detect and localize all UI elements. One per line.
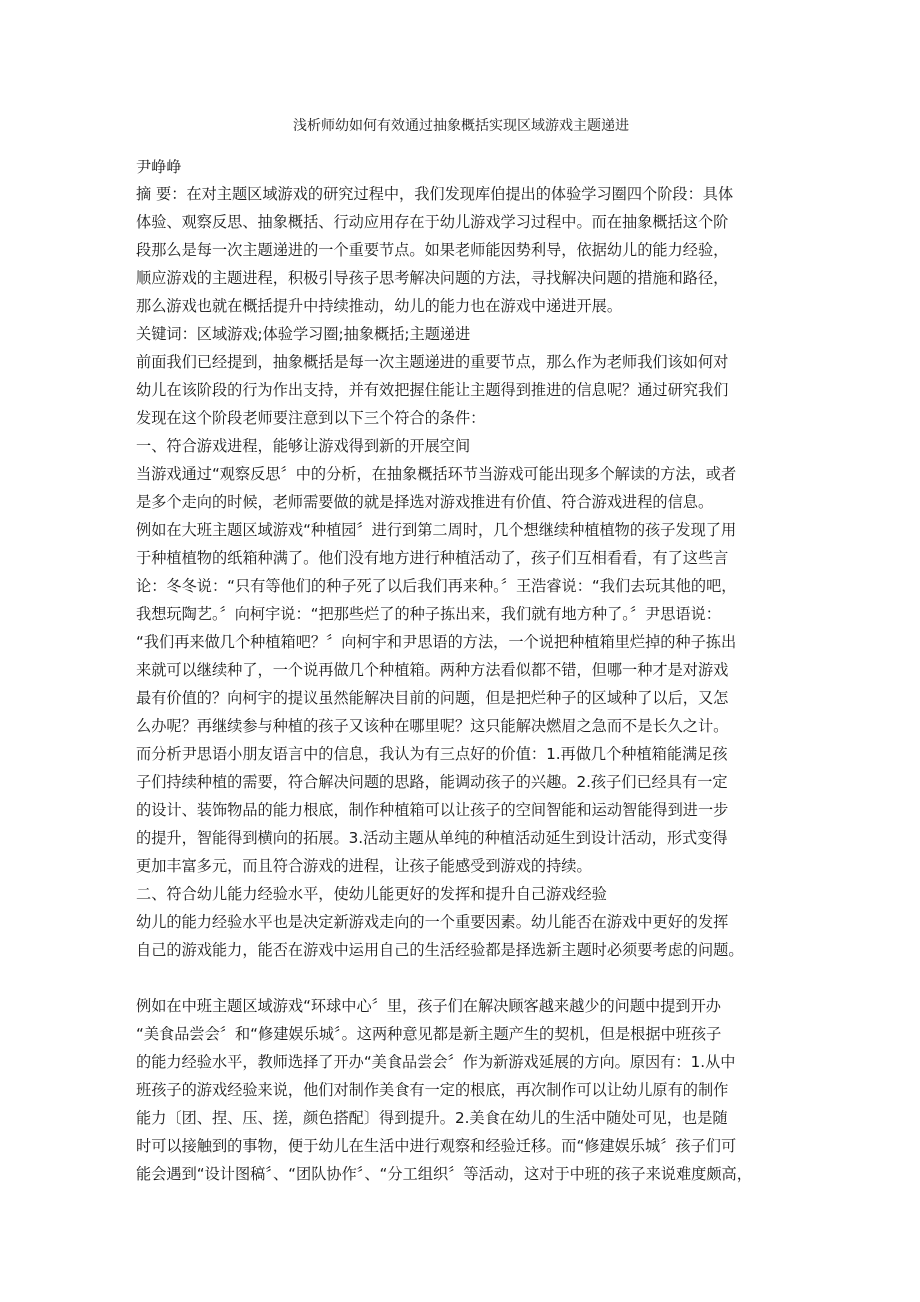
section1-line-14: 的提升，智能得到横向的拓展。3.活动主题从单纯的种植活动延生到设计活动，形式变得 [136, 829, 728, 847]
section-heading-1: 一、符合游戏进程，能够让游戏得到新的开展空间 [136, 437, 471, 455]
section2-line-3: 例如在中班主题区域游戏“环球中心〞里，孩子们在解决顾客越来越少的问题中提到开办 [136, 997, 721, 1015]
abstract-line-3: 段那么是每一次主题递进的一个重要节点。如果老师能因势利导，依据幼儿的能力经验， [136, 241, 729, 259]
section1-line-7: “我们再来做几个种植箱吧？〞向柯宇和尹思语的方法，一个说把种植箱里烂掉的种子拣出 [136, 633, 737, 651]
abstract-line-1: 摘 要：在对主题区域游戏的研究过程中，我们发现库伯提出的体验学习圈四个阶段：具体 [136, 185, 734, 203]
section2-line-6: 班孩子的游戏经验来说，他们对制作美食有一定的根底，再次制作可以让幼儿原有的制作 [136, 1081, 729, 1099]
section-heading-2: 二、符合幼儿能力经验水平，使幼儿能更好的发挥和提升自己游戏经验 [136, 885, 607, 903]
section2-line-9: 能会遇到“设计图稿〞、“团队协作〞、“分工组织〞等活动，这对于中班的孩子来说难度颇高， [136, 1165, 752, 1183]
section1-line-1: 当游戏通过“观察反思〞中的分析，在抽象概括环节当游戏可能出现多个解读的方法，或者 [136, 465, 737, 483]
intro-line-1: 前面我们已经提到，抽象概括是每一次主题递进的重要节点，那么作为老师我们该如何对 [136, 353, 729, 371]
intro-line-2: 幼儿在该阶段的行为作出支持，并有效把握住能让主题得到推进的信息呢？通过研究我们 [136, 381, 729, 399]
section2-line-8: 时可以接触到的事物，便于幼儿在生活中进行观察和经验迁移。而“修建娱乐城〞孩子们可 [136, 1137, 737, 1155]
document-title: 浅析师幼如何有效通过抽象概括实现区域游戏主题递进 [293, 118, 629, 134]
section1-line-2: 是多个走向的时候，老师需要做的就是择选对游戏推进有价值、符合游戏进程的信息。 [136, 493, 714, 511]
keywords-line: 关键词：区域游戏;体验学习圈;抽象概括;主题递进 [136, 325, 471, 343]
author-name: 尹峥峥 [136, 158, 182, 176]
section1-line-11: 而分析尹思语小朋友语言中的信息，我认为有三点好的价值：1.再做几个种植箱能满足孩 [136, 745, 728, 763]
section1-line-3: 例如在大班主题区域游戏“种植园〞进行到第二周时，几个想继续种植植物的孩子发现了用 [136, 521, 737, 539]
section1-line-4: 于种植植物的纸箱种满了。他们没有地方进行种植活动了，孩子们互相看看，有了这些言 [136, 549, 729, 567]
section2-line-4: “美食品尝会〞和“修建娱乐城〞。这两种意见都是新主题产生的契机，但是根据中班孩子 [136, 1025, 722, 1043]
section1-line-5: 论：冬冬说：“只有等他们的种子死了以后我们再来种。〞王浩睿说：“我们去玩其他的吧， [136, 577, 737, 595]
section1-line-12: 子们持续种植的需要，符合解决问题的思路，能调动孩子的兴趣。2.孩子们已经具有一定 [136, 773, 728, 791]
intro-line-3: 发现在这个阶段老师要注意到以下三个符合的条件： [136, 409, 486, 427]
section1-line-9: 最有价值的？向柯宇的提议虽然能解决目前的问题，但是把烂种子的区域种了以后，又怎 [136, 689, 729, 707]
abstract-line-2: 体验、观察反思、抽象概括、行动应用存在于幼儿游戏学习过程中。而在抽象概括这个阶 [136, 213, 729, 231]
section1-line-10: 么办呢？再继续参与种植的孩子又该种在哪里呢？这只能解决燃眉之急而不是长久之计。 [136, 717, 729, 735]
section2-line-1: 幼儿的能力经验水平也是决定新游戏走向的一个重要因素。幼儿能否在游戏中更好的发挥 [136, 913, 729, 931]
abstract-line-4: 顺应游戏的主题进程，积极引导孩子思考解决问题的方法，寻找解决问题的措施和路径， [136, 269, 729, 287]
section2-line-7: 能力〔团、捏、压、搓，颜色搭配〕得到提升。2.美食在幼儿的生活中随处可见，也是随 [136, 1109, 728, 1127]
section2-line-5: 的能力经验水平，教师选择了开办“美食品尝会〞作为新游戏延展的方向。原因有：1.从中 [136, 1053, 736, 1071]
section1-line-15: 更加丰富多元，而且符合游戏的进程，让孩子能感受到游戏的持续。 [136, 857, 592, 875]
section2-line-2: 自己的游戏能力，能否在游戏中运用自己的生活经验都是择选新主题时必须要考虑的问题。 [136, 941, 744, 959]
section1-line-6: 我想玩陶艺。〞向柯宇说：“把那些烂了的种子拣出来，我们就有地方种了。〞尹思语说： [136, 605, 721, 623]
section1-line-8: 来就可以继续种了，一个说再做几个种植箱。两种方法看似都不错，但哪一种才是对游戏 [136, 661, 729, 679]
section1-line-13: 的设计、装饰物品的能力根底，制作种植箱可以让孩子的空间智能和运动智能得到进一步 [136, 801, 729, 819]
abstract-line-5: 那么游戏也就在概括提升中持续推动，幼儿的能力也在游戏中递进开展。 [136, 297, 622, 315]
